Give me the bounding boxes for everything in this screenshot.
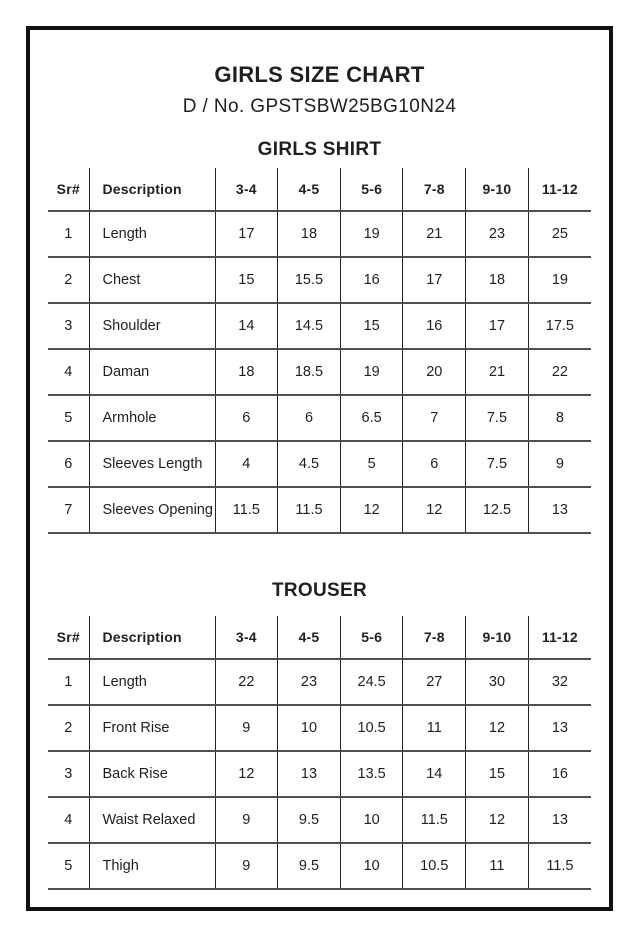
size-value-cell: 11.5 <box>403 797 466 843</box>
size-value-cell: 6.5 <box>340 395 403 441</box>
size-value-cell: 32 <box>528 659 591 705</box>
size-value-cell: 6 <box>403 441 466 487</box>
size-column-header: 7-8 <box>403 168 466 211</box>
size-value-cell: 7 <box>403 395 466 441</box>
sr-cell: 3 <box>48 751 89 797</box>
size-value-cell: 22 <box>528 349 591 395</box>
sr-cell: 1 <box>48 659 89 705</box>
size-value-cell: 8 <box>528 395 591 441</box>
size-value-cell: 16 <box>528 751 591 797</box>
description-cell: Back Rise <box>89 751 215 797</box>
table-row <box>48 303 591 349</box>
size-value-cell: 9 <box>215 705 278 751</box>
sr-cell: 2 <box>48 705 89 751</box>
size-value-cell: 16 <box>403 303 466 349</box>
size-value-cell: 15 <box>215 257 278 303</box>
girls-shirt-table <box>48 168 591 534</box>
table-row <box>48 705 591 751</box>
table-row <box>48 257 591 303</box>
sr-cell: 3 <box>48 303 89 349</box>
size-value-cell: 11.5 <box>278 487 341 533</box>
size-column-header: 9-10 <box>466 168 529 211</box>
size-value-cell: 10 <box>340 843 403 889</box>
table-row <box>48 395 591 441</box>
size-column-header: 5-6 <box>340 168 403 211</box>
size-value-cell: 10 <box>340 797 403 843</box>
size-value-cell: 9 <box>528 441 591 487</box>
description-cell: Shoulder <box>89 303 215 349</box>
description-cell: Chest <box>89 257 215 303</box>
description-column-header: Description <box>89 616 215 659</box>
description-column-header: Description <box>89 168 215 211</box>
sr-cell: 1 <box>48 211 89 257</box>
sr-cell: 6 <box>48 441 89 487</box>
table-row <box>48 349 591 395</box>
description-cell: Thigh <box>89 843 215 889</box>
size-value-cell: 17 <box>403 257 466 303</box>
size-value-cell: 13 <box>528 487 591 533</box>
size-value-cell: 22 <box>215 659 278 705</box>
table-row <box>48 211 591 257</box>
size-column-header: 4-5 <box>278 168 341 211</box>
size-column-header: 5-6 <box>340 616 403 659</box>
description-cell: Daman <box>89 349 215 395</box>
size-value-cell: 5 <box>340 441 403 487</box>
size-value-cell: 24.5 <box>340 659 403 705</box>
size-value-cell: 18 <box>466 257 529 303</box>
description-cell: Length <box>89 659 215 705</box>
size-value-cell: 27 <box>403 659 466 705</box>
size-value-cell: 14 <box>215 303 278 349</box>
sr-cell: 4 <box>48 797 89 843</box>
size-value-cell: 13 <box>528 705 591 751</box>
description-cell: Sleeves Opening <box>89 487 215 533</box>
size-value-cell: 7.5 <box>466 395 529 441</box>
size-value-cell: 13 <box>528 797 591 843</box>
size-value-cell: 12 <box>403 487 466 533</box>
size-value-cell: 23 <box>466 211 529 257</box>
size-value-cell: 12 <box>466 705 529 751</box>
trouser-table <box>48 616 591 890</box>
description-cell: Armhole <box>89 395 215 441</box>
size-value-cell: 12 <box>215 751 278 797</box>
description-cell: Front Rise <box>89 705 215 751</box>
size-value-cell: 11.5 <box>528 843 591 889</box>
section-title-girls-shirt: GIRLS SHIRT <box>257 139 382 161</box>
sr-cell: 4 <box>48 349 89 395</box>
size-value-cell: 17.5 <box>528 303 591 349</box>
size-value-cell: 9.5 <box>278 843 341 889</box>
size-value-cell: 10.5 <box>403 843 466 889</box>
description-cell: Length <box>89 211 215 257</box>
size-column-header: 3-4 <box>215 168 278 211</box>
size-value-cell: 20 <box>403 349 466 395</box>
sr-cell: 5 <box>48 395 89 441</box>
size-value-cell: 12 <box>466 797 529 843</box>
sr-cell: 2 <box>48 257 89 303</box>
size-value-cell: 25 <box>528 211 591 257</box>
size-value-cell: 6 <box>215 395 278 441</box>
size-column-header: 7-8 <box>403 616 466 659</box>
header-row <box>48 168 591 211</box>
table-row <box>48 441 591 487</box>
size-value-cell: 9 <box>215 843 278 889</box>
size-value-cell: 13 <box>278 751 341 797</box>
size-column-header: 4-5 <box>278 616 341 659</box>
size-value-cell: 17 <box>466 303 529 349</box>
description-cell: Sleeves Length <box>89 441 215 487</box>
page-title: GIRLS SIZE CHART <box>214 62 425 87</box>
size-value-cell: 7.5 <box>466 441 529 487</box>
size-value-cell: 18 <box>278 211 341 257</box>
size-value-cell: 6 <box>278 395 341 441</box>
table-row <box>48 797 591 843</box>
size-value-cell: 30 <box>466 659 529 705</box>
page-frame <box>26 26 613 911</box>
design-number: D / No. GPSTSBW25BG10N24 <box>182 96 457 118</box>
table-row <box>48 487 591 533</box>
size-column-header: 11-12 <box>528 168 591 211</box>
section-title-trouser: TROUSER <box>272 579 367 601</box>
size-value-cell: 10 <box>278 705 341 751</box>
size-column-header: 11-12 <box>528 616 591 659</box>
size-value-cell: 11 <box>466 843 529 889</box>
size-value-cell: 4.5 <box>278 441 341 487</box>
header-row <box>48 616 591 659</box>
size-value-cell: 9 <box>215 797 278 843</box>
sr-cell: 7 <box>48 487 89 533</box>
size-value-cell: 17 <box>215 211 278 257</box>
size-column-header: 9-10 <box>466 616 529 659</box>
size-value-cell: 9.5 <box>278 797 341 843</box>
table-row <box>48 843 591 889</box>
size-value-cell: 11.5 <box>215 487 278 533</box>
size-value-cell: 19 <box>340 349 403 395</box>
sr-cell: 5 <box>48 843 89 889</box>
size-value-cell: 16 <box>340 257 403 303</box>
size-value-cell: 15 <box>340 303 403 349</box>
size-value-cell: 10.5 <box>340 705 403 751</box>
size-value-cell: 15 <box>466 751 529 797</box>
size-value-cell: 12 <box>340 487 403 533</box>
size-value-cell: 4 <box>215 441 278 487</box>
sr-column-header: Sr# <box>48 168 89 211</box>
size-value-cell: 18.5 <box>278 349 341 395</box>
size-value-cell: 21 <box>466 349 529 395</box>
size-value-cell: 19 <box>340 211 403 257</box>
size-value-cell: 18 <box>215 349 278 395</box>
size-value-cell: 14 <box>403 751 466 797</box>
table-row <box>48 659 591 705</box>
size-value-cell: 15.5 <box>278 257 341 303</box>
size-value-cell: 13.5 <box>340 751 403 797</box>
sr-column-header: Sr# <box>48 616 89 659</box>
table-row <box>48 751 591 797</box>
size-value-cell: 12.5 <box>466 487 529 533</box>
description-cell: Waist Relaxed <box>89 797 215 843</box>
size-value-cell: 23 <box>278 659 341 705</box>
size-value-cell: 14.5 <box>278 303 341 349</box>
size-value-cell: 19 <box>528 257 591 303</box>
size-column-header: 3-4 <box>215 616 278 659</box>
size-value-cell: 21 <box>403 211 466 257</box>
size-value-cell: 11 <box>403 705 466 751</box>
